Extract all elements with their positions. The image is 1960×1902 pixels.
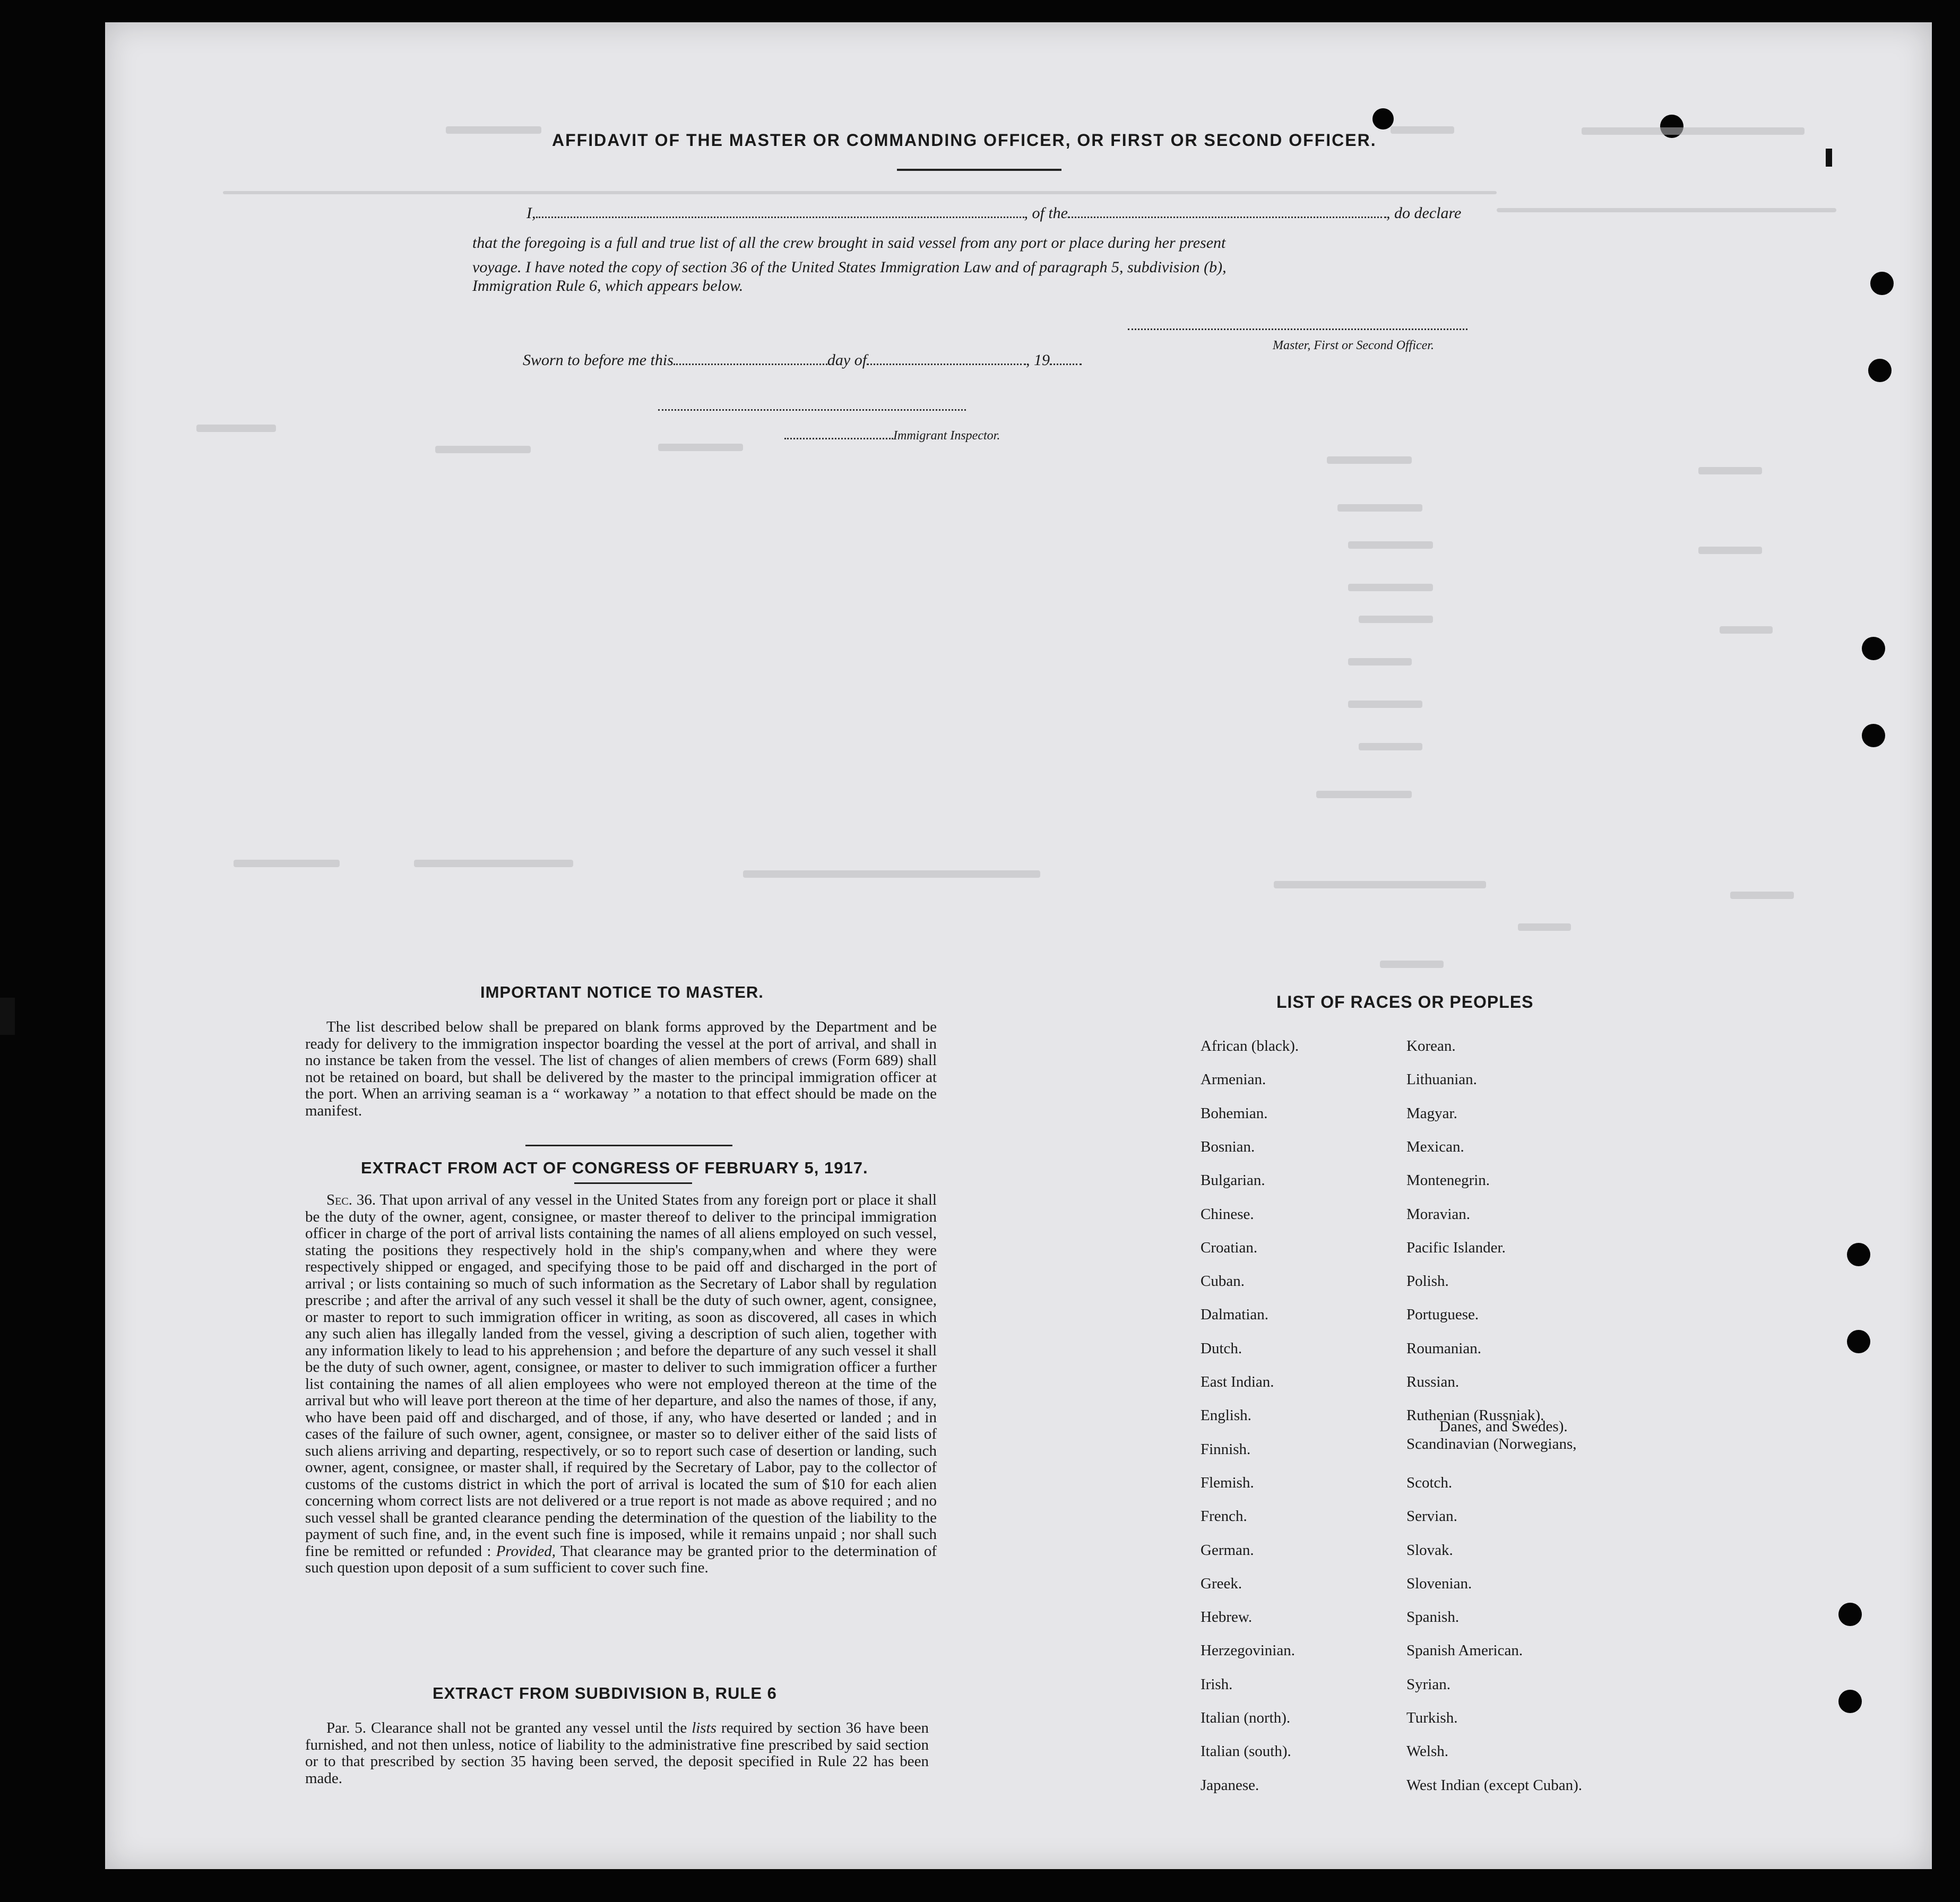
- rule-lists-word: lists: [692, 1719, 716, 1736]
- affidavit-of-the-label: , of the: [1024, 204, 1068, 222]
- race-item: Hebrew.: [1201, 1609, 1253, 1626]
- race-item: Cuban.: [1201, 1273, 1245, 1290]
- punch-hole: [1838, 1603, 1862, 1626]
- sworn-day-blank[interactable]: [674, 363, 827, 365]
- act-sec-label: Sec. 36.: [326, 1191, 376, 1208]
- bleed-through: [196, 425, 276, 432]
- race-item: Croatian.: [1201, 1239, 1258, 1256]
- affidavit-title: AFFIDAVIT OF THE MASTER OR COMMANDING OFFICER, OR FIRST OR SECOND OFFICER.: [552, 131, 1377, 150]
- race-item: Japanese.: [1201, 1777, 1259, 1794]
- bleed-through: [435, 446, 531, 453]
- master-caption: Master, First or Second Officer.: [1273, 339, 1434, 352]
- bleed-through: [1391, 126, 1454, 134]
- bleed-through: [1316, 791, 1412, 798]
- punch-hole: [1372, 108, 1394, 129]
- race-item: Pacific Islander.: [1406, 1239, 1506, 1256]
- race-item: Scandinavian (Norwegians,: [1406, 1436, 1577, 1453]
- bleed-through: [1359, 616, 1433, 623]
- race-item: Flemish.: [1201, 1474, 1254, 1491]
- affidavit-line-3: voyage. I have noted the copy of section 36 of the United States Immigration Law and of paragraph 5, subdivision (b),: [472, 258, 1227, 276]
- race-item: Turkish.: [1406, 1709, 1458, 1726]
- affidavit-declare-label: , do declare: [1386, 204, 1462, 222]
- punch-hole: [1868, 359, 1892, 382]
- year-label: , 19: [1026, 351, 1050, 369]
- inspector-signature-blank[interactable]: [658, 409, 966, 411]
- bleed-through: [1348, 658, 1412, 665]
- race-item: German.: [1201, 1542, 1254, 1559]
- bleed-through: [1698, 547, 1762, 554]
- punch-hole: [1862, 724, 1885, 747]
- sworn-month-blank[interactable]: [867, 363, 1026, 365]
- race-item: Herzegovinian.: [1201, 1642, 1295, 1659]
- notice-rule: [525, 1145, 732, 1146]
- act-provided-label: Provided,: [496, 1542, 556, 1560]
- inspector-caption: Immigrant Inspector.: [893, 429, 1000, 443]
- bleed-through: [234, 860, 340, 867]
- race-item: African (black).: [1201, 1038, 1299, 1054]
- punch-hole: [1847, 1243, 1870, 1266]
- sworn-year-blank[interactable]: [1050, 363, 1082, 365]
- race-item: French.: [1201, 1508, 1247, 1525]
- bleed-through: [1582, 127, 1804, 135]
- punch-hole: [1870, 272, 1894, 295]
- bleed-through: [1327, 456, 1412, 464]
- race-item: Danes, and Swedes).: [1439, 1418, 1568, 1435]
- sworn-label: Sworn to before me this: [523, 351, 674, 369]
- race-item: Slovak.: [1406, 1542, 1453, 1559]
- punch-hole: [1847, 1330, 1870, 1353]
- bleed-through: [1380, 961, 1444, 968]
- race-item: Servian.: [1406, 1508, 1457, 1525]
- inspector-name-blank[interactable]: [784, 437, 893, 439]
- race-item: East Indian.: [1201, 1373, 1274, 1390]
- race-item: Welsh.: [1406, 1743, 1449, 1760]
- bleed-through: [1274, 881, 1486, 888]
- race-item: Bosnian.: [1201, 1138, 1255, 1155]
- race-item: Moravian.: [1406, 1206, 1470, 1223]
- race-item: Finnish.: [1201, 1441, 1251, 1458]
- bleed-through: [446, 126, 541, 134]
- bleed-through: [1497, 208, 1836, 212]
- bleed-through: [1348, 584, 1433, 591]
- affidavit-line-1: [526, 204, 1461, 222]
- name-blank[interactable]: [536, 216, 1024, 218]
- race-item: Magyar.: [1406, 1105, 1457, 1122]
- race-item: Greek.: [1201, 1575, 1242, 1592]
- race-item: Spanish American.: [1406, 1642, 1523, 1659]
- rule-text-start: Par. 5. Clearance shall not be granted any vessel until the: [326, 1719, 687, 1736]
- bleed-through: [1730, 892, 1794, 899]
- race-item: Chinese.: [1201, 1206, 1254, 1223]
- race-item: Polish.: [1406, 1273, 1449, 1290]
- race-item: Lithuanian.: [1406, 1071, 1477, 1088]
- race-item: Russian.: [1406, 1373, 1460, 1390]
- edge-mark: [1826, 149, 1832, 167]
- race-item: West Indian (except Cuban).: [1406, 1777, 1583, 1794]
- race-item: Ruthenian (Russniak).: [1406, 1407, 1544, 1424]
- race-item: Irish.: [1201, 1676, 1233, 1693]
- race-item: Bohemian.: [1201, 1105, 1268, 1122]
- edge-mark: [0, 998, 15, 1035]
- manifest-sheet: [105, 22, 1931, 1869]
- bleed-through: [223, 191, 1497, 194]
- page-corner-mark: [90, 1840, 97, 1871]
- affidavit-i-label: I,: [526, 204, 536, 222]
- race-item: Montenegrin.: [1406, 1172, 1490, 1189]
- race-item: Bulgarian.: [1201, 1172, 1265, 1189]
- race-item: English.: [1201, 1407, 1251, 1424]
- bleed-through: [1698, 467, 1762, 474]
- bleed-through: [1348, 541, 1433, 549]
- rule-text-end: required by section 36 have been furnished, and not then unless, notice of liability to the administrative fine prescribed by said section or to that prescribed by section 35 having been served, the deposit specified in Rule 22 has been made.: [305, 1719, 929, 1787]
- vessel-blank[interactable]: [1068, 216, 1386, 218]
- punch-hole: [1862, 637, 1885, 660]
- race-item: Korean.: [1406, 1038, 1456, 1054]
- act-body: [305, 1192, 937, 1577]
- bleed-through: [414, 860, 573, 867]
- master-signature-blank[interactable]: [1128, 328, 1467, 330]
- race-item: Italian (south).: [1201, 1743, 1291, 1760]
- notice-title: IMPORTANT NOTICE TO MASTER.: [480, 983, 764, 1001]
- race-item: Mexican.: [1406, 1138, 1464, 1155]
- bleed-through: [743, 870, 1040, 878]
- race-item: Italian (north).: [1201, 1709, 1291, 1726]
- race-item: Scotch.: [1406, 1474, 1453, 1491]
- act-title-rule: [574, 1182, 692, 1184]
- affidavit-title-rule: [897, 169, 1061, 171]
- bleed-through: [1359, 743, 1422, 750]
- race-item: Armenian.: [1201, 1071, 1266, 1088]
- inspector-line: [784, 429, 1000, 443]
- race-item: Dutch.: [1201, 1340, 1242, 1357]
- bleed-through: [658, 444, 743, 451]
- bleed-through: [1348, 701, 1422, 708]
- act-text: That upon arrival of any vessel in the United States from any foreign port or place it shall be the duty of the owner, agent, consignee, or master thereof to deliver to the principal immigration officer in charge of the port of arrival lists containing the names of all aliens employed on such vessel, stating the positions they respectively hold in the ship's company,when and where they were respectively shipped or engaged, and specifying those to be paid off and discharged in the port of arrival ; or lists containing so much of such information as the Secretary of Labor shall by regulation prescribe ; and after the arrival of any such vessel it shall be the duty of such owner, agent, consignee, or master to report to such immigration officer in writing, as soon as discovered, all cases in which any such alien has illegally landed from the vessel, giving a description of such alien, together with any information likely to lead to his apprehension ; and before the departure of any such vessel it shall be the duty of such owner, agent, consignee, or master to deliver to such immigration officer a further list containing the names of all alien employees who were not employed thereon at the time of the arrival but who will leave port thereon at the time of her departure, and also the names of those, if any, who have been paid off and discharged, and of those, if any, who have deserted or landed ; and in cases of the failure of such owner, agent, consignee, or master so to deliver either of the said lists of such aliens arriving and departing, respectively, or so to report such case of desertion or landing, such owner, agent, consignee, or master shall, if required by the Secretary of Labor, pay to the collector of customs of the customs district in which the port of arrival is located the sum of $10 for each alien concerning whom correct lists are not delivered or a true report is not made as above required ; and no such vessel shall be granted clearance pending the determination of the question of the liability to the payment of such fine, and, in the event such fine is imposed, while it remains unpaid ; nor shall such fine be remitted or refunded :: [305, 1191, 937, 1560]
- act-text-end: That clearance may be granted prior to the determination of such question upon deposit of a sum sufficient to cover such fine.: [305, 1542, 937, 1576]
- race-item: Portuguese.: [1406, 1306, 1479, 1323]
- act-title: EXTRACT FROM ACT OF CONGRESS OF FEBRUARY 5, 1917.: [361, 1159, 868, 1177]
- sworn-line: [523, 351, 1082, 369]
- rule-title: EXTRACT FROM SUBDIVISION B, RULE 6: [433, 1684, 777, 1702]
- notice-body: The list described below shall be prepared on blank forms approved by the Department and be ready for delivery to the immigration inspector boarding the vessel at the port of arrival, and shall in no instance be taken from the vessel. The list of changes of alien members of crews (Form 689) shall not be retained on board, but shall be delivered by the master to the principal immigration officer at the port. When an arriving seaman is a “ workaway ” a notation to that effect should be made on the manifest.: [305, 1018, 937, 1119]
- race-item: Syrian.: [1406, 1676, 1450, 1693]
- day-of-label: day of: [827, 351, 867, 369]
- rule-body: [305, 1720, 929, 1787]
- races-title: LIST OF RACES OR PEOPLES: [1276, 992, 1534, 1011]
- race-item: Spanish.: [1406, 1609, 1460, 1626]
- bleed-through: [1518, 923, 1571, 931]
- race-item: Slovenian.: [1406, 1575, 1472, 1592]
- bleed-through: [1337, 504, 1422, 512]
- bleed-through: [456, 133, 465, 149]
- bleed-through: [1720, 626, 1773, 634]
- affidavit-line-2: that the foregoing is a full and true list of all the crew brought in said vessel from any port or place during her present: [472, 234, 1226, 252]
- affidavit-line-4: Immigration Rule 6, which appears below.: [472, 277, 744, 295]
- race-item: Roumanian.: [1406, 1340, 1481, 1357]
- punch-hole: [1838, 1690, 1862, 1713]
- race-item: Dalmatian.: [1201, 1306, 1269, 1323]
